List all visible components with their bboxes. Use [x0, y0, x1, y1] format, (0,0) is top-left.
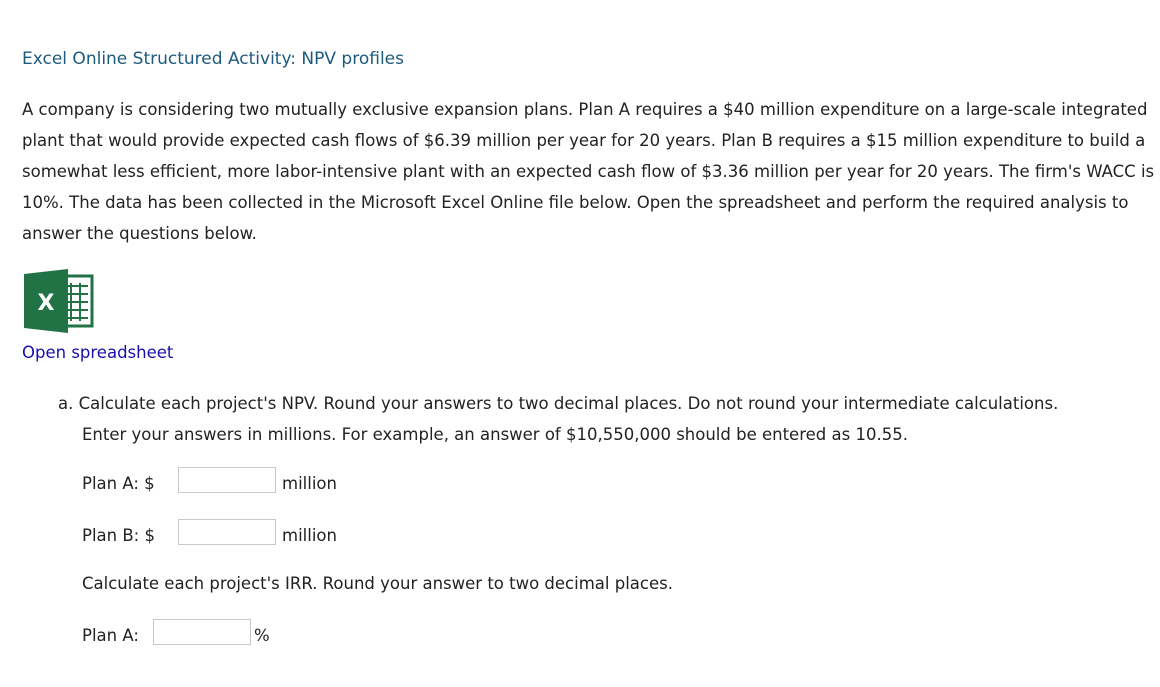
- irr-plan-a-input[interactable]: [153, 619, 251, 645]
- page-title: Excel Online Structured Activity: NPV profiles: [22, 49, 404, 69]
- irr-plan-a-label: Plan A:: [82, 626, 139, 645]
- open-spreadsheet-link[interactable]: Open spreadsheet: [22, 343, 174, 362]
- irr-prompt: Calculate each project's IRR. Round your answer to two decimal places.: [82, 574, 673, 593]
- npv-plan-a-label: Plan A: $: [82, 474, 155, 493]
- question-a-line1: Calculate each project's NPV. Round your answers to two decimal places. Do not round your intermediate calculations.: [78, 394, 1059, 413]
- problem-description: A company is considering two mutually exclusive expansion plans. Plan A requires a $40 million expenditure on a large-scale integrated plant that would provide expected cash flows of $6.39 million per year for 20 years. Plan B requires a $15 million expenditure to build a somewhat less efficient, more labor-intensive plant with an expected cash flow of $3.36 million per year for 20 years. The firm's WACC is 10%. The data has been collected in the Microsoft Excel Online file below. Open the spreadsheet and perform the required analysis to answer the questions below.: [22, 100, 1155, 243]
- irr-plan-a-unit: %: [254, 626, 270, 645]
- question-a-line2: Enter your answers in millions. For example, an answer of $10,550,000 should be entered as 10.55.: [82, 425, 908, 444]
- npv-plan-a-input[interactable]: [178, 467, 276, 493]
- question-a-prefix: a.: [58, 394, 74, 413]
- npv-plan-b-input[interactable]: [178, 519, 276, 545]
- npv-plan-a-unit: million: [282, 474, 337, 493]
- npv-plan-b-label: Plan B: $: [82, 526, 155, 545]
- excel-icon-letter: X: [37, 291, 55, 316]
- excel-icon[interactable]: [22, 269, 94, 333]
- npv-plan-b-unit: million: [282, 526, 337, 545]
- question-a: [58, 388, 1158, 450]
